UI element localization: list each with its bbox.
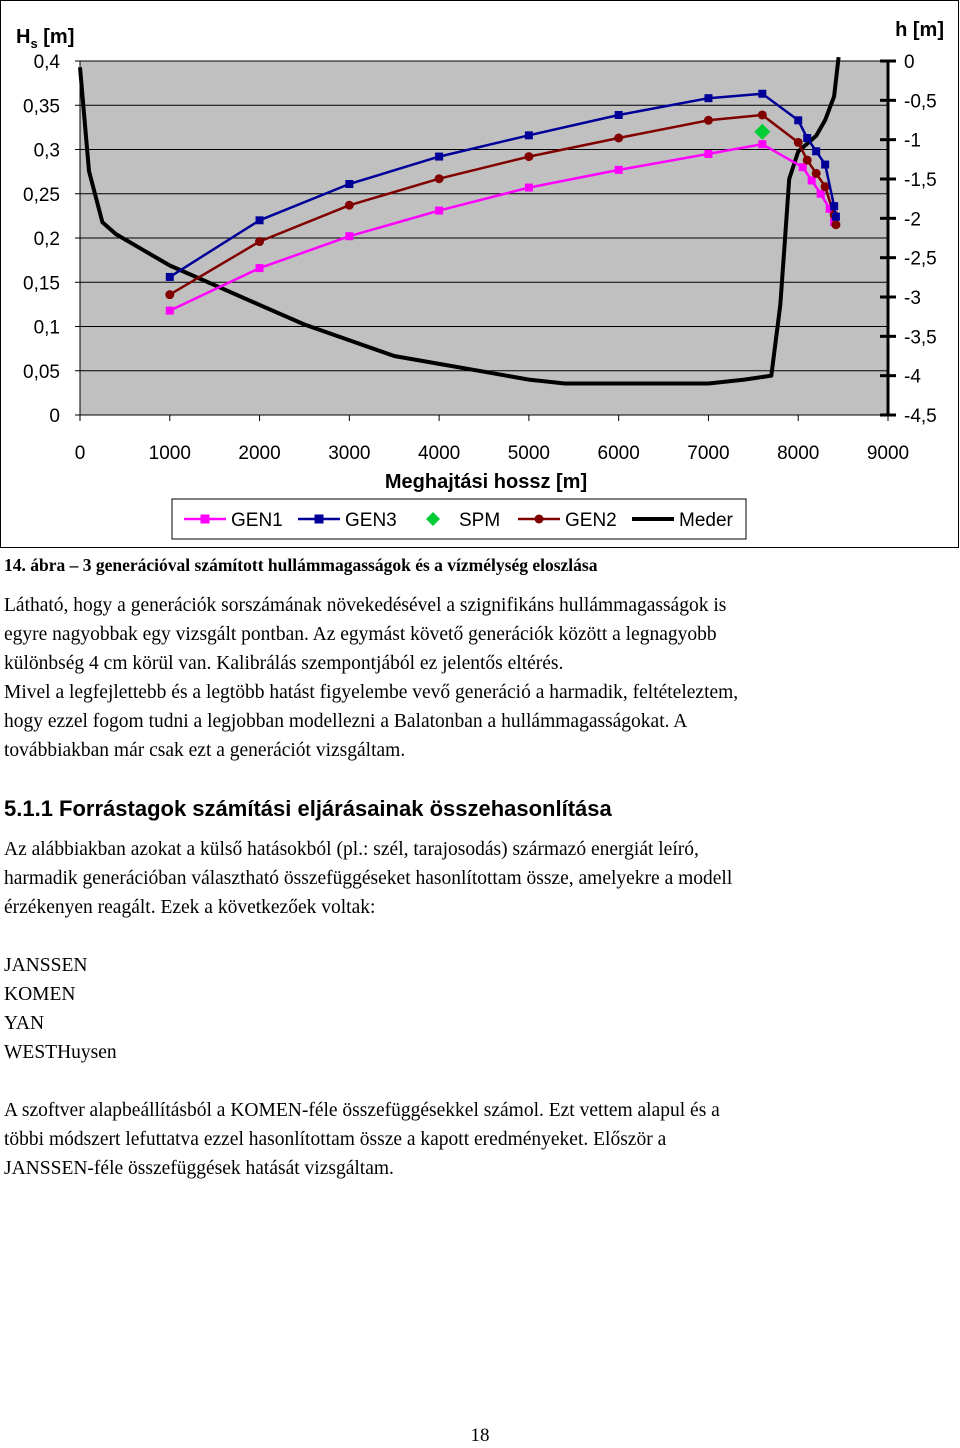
gen2-point — [794, 138, 803, 147]
gen3-point — [345, 180, 353, 188]
gen3-point — [821, 161, 829, 169]
x-tick-label: 5000 — [507, 443, 551, 464]
x-tick-label: 7000 — [687, 443, 730, 464]
gen1-point — [345, 232, 353, 240]
gen2-point — [435, 174, 444, 183]
y-right-tick-label: -2 — [904, 209, 921, 231]
y-right-tick-label: -1 — [904, 130, 921, 152]
x-tick-label: 0 — [74, 443, 86, 464]
gen3-point — [803, 134, 811, 142]
x-tick-label: 8000 — [777, 443, 820, 464]
gen2-point — [758, 110, 767, 119]
figure-chart — [0, 0, 960, 548]
method-list — [4, 951, 117, 1067]
legend-swatch-marker — [201, 515, 210, 524]
gen2-point — [803, 156, 812, 165]
method-item: WESTHuysen — [4, 1042, 117, 1063]
method-item: KOMEN — [4, 984, 76, 1005]
legend-label: SPM — [459, 510, 501, 531]
y-left-tick-label: 0,25 — [23, 184, 60, 206]
legend-swatch-marker — [535, 515, 544, 524]
x-tick-label: 3000 — [328, 443, 371, 464]
right-axis-title: h [m] — [895, 19, 944, 41]
gen1-point — [525, 184, 533, 192]
legend-label: GEN3 — [345, 510, 397, 531]
p3-line: többi módszert lefuttatva ezzel hasonlítottam össze a kapott eredményeket. Először a — [4, 1129, 667, 1150]
paragraph-2 — [4, 835, 956, 922]
gen1-point — [758, 140, 766, 148]
gen1-point — [817, 190, 825, 198]
method-item: YAN — [4, 1013, 45, 1034]
p2-line: Az alábbiakban azokat a külső hatásokból (pl.: szél, tarajosodás) származó energiát leíró, — [4, 839, 699, 860]
legend-swatch-marker — [315, 515, 324, 524]
p1-line: Látható, hogy a generációk sorszámának növekedésével a szignifikáns hullámmagasságok is — [4, 595, 727, 616]
y-right-tick-label: -1,5 — [904, 170, 937, 191]
x-tick-label: 9000 — [866, 443, 910, 464]
gen3-point — [435, 153, 443, 161]
gen2-point — [812, 169, 821, 178]
p1-line: hogy ezzel fogom tudni a legjobban modellezni a Balatonban a hullámmagasságokat. A — [4, 711, 688, 732]
gen2-point — [614, 133, 623, 142]
gen3-point — [166, 273, 174, 281]
y-left-tick-label: 0,15 — [23, 273, 60, 295]
p1-line: továbbiakban már csak ezt a generációt vizsgáltam. — [4, 740, 406, 761]
gen2-point — [831, 220, 840, 229]
left-axis-title: $H_s$ [m] — [16, 26, 75, 51]
gen3-point — [525, 131, 533, 139]
gen3-point — [832, 213, 840, 221]
p3-line: JANSSEN-féle összefüggések hatását vizsgáltam. — [4, 1158, 394, 1179]
p2-line: érzékenyen reagált. Ezek a következőek voltak: — [4, 897, 376, 918]
p1-line: különbség 4 cm körül van. Kalibrálás szempontjából ez jelentős eltérés. — [4, 653, 564, 674]
gen1-point — [166, 307, 174, 315]
gen3-point — [812, 147, 820, 155]
y-left-tick-label: 0,2 — [33, 229, 60, 250]
x-tick-label: 2000 — [238, 443, 281, 464]
y-right-tick-label: -3 — [904, 288, 921, 309]
y-right-tick-label: -0,5 — [904, 91, 937, 113]
gen1-point — [615, 166, 623, 174]
gen3-point — [794, 116, 802, 124]
gen3-point — [615, 111, 623, 119]
gen2-point — [255, 237, 264, 246]
gen3-point — [830, 202, 838, 210]
y-right-tick-label: -3,5 — [904, 327, 937, 349]
x-axis-title: Meghajtási hossz [m] — [384, 471, 588, 493]
method-item: JANSSEN — [4, 955, 88, 976]
gen1-point — [256, 264, 264, 272]
x-tick-label: 1000 — [148, 443, 191, 464]
figure-caption: 14. ábra – 3 generációval számított hullámmagasságok és a vízmélység eloszlása — [4, 555, 598, 575]
gen3-point — [758, 90, 766, 98]
gen1-point — [799, 163, 807, 171]
gen2-point — [165, 290, 174, 299]
y-left-tick-label: 0,4 — [33, 52, 60, 73]
y-right-tick-label: -2,5 — [904, 248, 937, 270]
gen2-point — [524, 152, 533, 161]
section-heading: 5.1.1 Forrástagok számítási eljárásainak összehasonlítása — [4, 796, 612, 821]
gen2-point — [345, 201, 354, 210]
paragraph-3 — [4, 1096, 956, 1183]
gen1-point — [704, 150, 712, 158]
gen2-point — [704, 116, 713, 125]
y-left-tick-label: 0,35 — [23, 96, 60, 118]
y-right-tick-label: -4 — [904, 366, 921, 388]
gen1-point — [435, 207, 443, 215]
gen3-point — [256, 216, 264, 224]
p2-line: harmadik generációban választható összefüggéseket hasonlítottam össze, amelyekre a modell — [4, 868, 733, 889]
p1-line: egyre nagyobbak egy vizsgált pontban. Az egymást követő generációk között a legnagyobb — [4, 624, 717, 645]
y-left-tick-label: 0,05 — [23, 361, 60, 383]
x-tick-label: 4000 — [417, 443, 461, 464]
y-left-tick-label: 0,1 — [33, 317, 60, 339]
y-right-tick-label: 0 — [904, 52, 915, 73]
x-tick-label: 6000 — [597, 443, 640, 464]
gen3-point — [704, 94, 712, 102]
y-left-tick-label: 0,3 — [33, 140, 60, 162]
p3-line: A szoftver alapbeállításból a KOMEN-féle összefüggésekkel számol. Ezt vettem alapul és a — [4, 1100, 720, 1121]
legend-label: Meder — [679, 510, 733, 531]
p1-line: Mivel a legfejlettebb és a legtöbb hatást figyelembe vevő generáció a harmadik, feltételeztem, — [4, 682, 739, 703]
y-left-tick-label: 0 — [49, 406, 60, 427]
y-right-tick-label: -4,5 — [904, 406, 937, 427]
page-number: 18 — [470, 1425, 490, 1446]
legend-label: GEN1 — [231, 510, 283, 531]
gen1-point — [808, 176, 816, 184]
paragraph-1 — [4, 591, 956, 765]
legend-label: GEN2 — [565, 510, 617, 531]
